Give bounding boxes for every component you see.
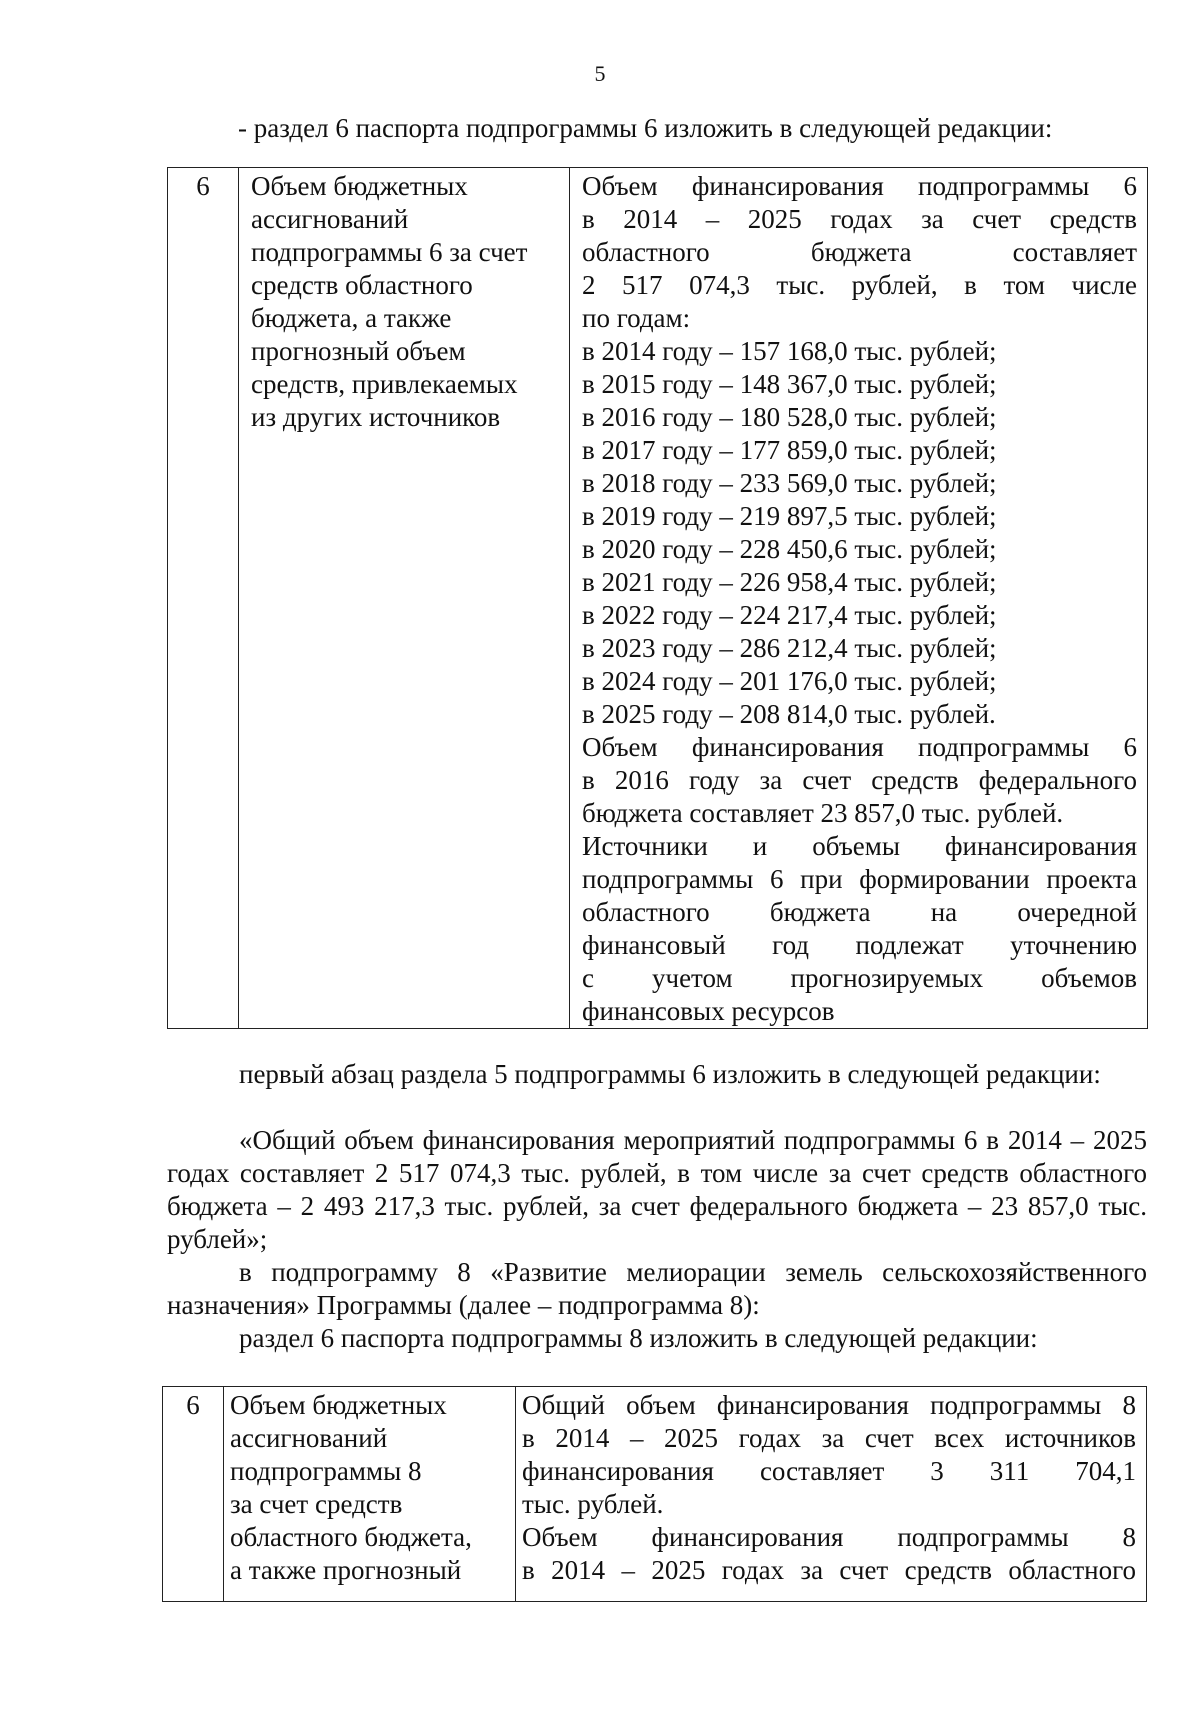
- name-line: подпрограммы 6 за счет: [251, 237, 528, 267]
- paragraph-3: в подпрограмму 8 «Развитие мелиорации земель сельскохозяйственного назначения» Программы (далее – подпрограмма 8):: [167, 1257, 1147, 1320]
- year-line: в 2018 году – 233 569,0 тыс. рублей;: [582, 468, 997, 498]
- name-line: областного бюджета,: [230, 1522, 472, 1552]
- passport-table-subprogram-6: [167, 167, 1148, 1029]
- year-line: в 2021 году – 226 958,4 тыс. рублей;: [582, 567, 997, 597]
- year-line: в 2025 году – 208 814,0 тыс. рублей.: [582, 699, 996, 729]
- value-line: подпрограммы 6 при формировании проекта: [582, 864, 1137, 894]
- name-line: бюджета, а также: [251, 303, 452, 333]
- value-line: тыс. рублей.: [522, 1489, 664, 1519]
- name-line: подпрограммы 8: [230, 1456, 422, 1486]
- value-line: в 2016 году за счет средств федерального: [582, 765, 1137, 795]
- value-line: финансирования составляет 3 311 704,1: [522, 1456, 1136, 1486]
- value-line: Объем финансирования подпрограммы 6: [582, 171, 1137, 201]
- row-value-cell: [570, 168, 1148, 1029]
- value-line: областного бюджета составляет: [582, 237, 1137, 267]
- value-line: в 2014 – 2025 годах за счет средств: [582, 204, 1137, 234]
- value-line: в 2014 – 2025 годах за счет всех источников: [522, 1423, 1136, 1453]
- value-line: бюджета составляет 23 857,0 тыс. рублей.: [582, 798, 1064, 828]
- passport-table-subprogram-8: [162, 1386, 1147, 1602]
- year-line: в 2023 году – 286 212,4 тыс. рублей;: [582, 633, 997, 663]
- value-line: с учетом прогнозируемых объемов: [582, 963, 1137, 993]
- value-line: Источники и объемы финансирования: [582, 831, 1137, 861]
- page-number: 5: [594, 61, 606, 86]
- name-line: Объем бюджетных: [230, 1390, 447, 1420]
- paragraph-2: «Общий объем финансирования мероприятий подпрограммы 6 в 2014 – 2025 годах составляет 2 517 074,3 тыс. рублей, в том числе за счет средств областного бюджета – 2 493 217,3 тыс. рублей, за счет федерального бюджета – 23 857,0 тыс. рублей»;: [167, 1125, 1147, 1254]
- year-line: в 2019 году – 219 897,5 тыс. рублей;: [582, 501, 997, 531]
- value-line: финансовый год подлежат уточнению: [582, 930, 1137, 960]
- name-line: средств, привлекаемых: [251, 369, 518, 399]
- year-line: в 2017 году – 177 859,0 тыс. рублей;: [582, 435, 997, 465]
- intro-instruction: - раздел 6 паспорта подпрограммы 6 изложить в следующей редакции:: [238, 113, 1053, 143]
- row-value-cell: [516, 1387, 1147, 1602]
- name-line: за счет средств: [230, 1489, 403, 1519]
- name-line: ассигнований: [230, 1423, 388, 1453]
- table-row: [163, 1387, 1147, 1602]
- name-line: прогнозный объем: [251, 336, 466, 366]
- name-line: а также прогнозный: [230, 1555, 462, 1585]
- year-line: в 2024 году – 201 176,0 тыс. рублей;: [582, 666, 997, 696]
- value-line: областного бюджета на очередной: [582, 897, 1137, 927]
- table-row: [168, 168, 1148, 1029]
- paragraph-1: первый абзац раздела 5 подпрограммы 6 изложить в следующей редакции:: [239, 1059, 1101, 1089]
- value-line: 2 517 074,3 тыс. рублей, в том числе: [582, 270, 1137, 300]
- year-line: в 2020 году – 228 450,6 тыс. рублей;: [582, 534, 997, 564]
- year-line: в 2015 году – 148 367,0 тыс. рублей;: [582, 369, 997, 399]
- row-number: 6: [168, 168, 239, 1029]
- row-name-cell: [224, 1387, 516, 1602]
- name-line: средств областного: [251, 270, 473, 300]
- year-line: в 2014 году – 157 168,0 тыс. рублей;: [582, 336, 997, 366]
- year-line: в 2022 году – 224 217,4 тыс. рублей;: [582, 600, 997, 630]
- name-line: Объем бюджетных: [251, 171, 468, 201]
- year-line: в 2016 году – 180 528,0 тыс. рублей;: [582, 402, 997, 432]
- value-line: Общий объем финансирования подпрограммы 8: [522, 1390, 1136, 1420]
- name-line: ассигнований: [251, 204, 409, 234]
- paragraph-4: раздел 6 паспорта подпрограммы 8 изложить в следующей редакции:: [239, 1323, 1038, 1353]
- row-name-cell: [239, 168, 570, 1029]
- value-line: в 2014 – 2025 годах за счет средств областного: [522, 1555, 1136, 1585]
- value-line: Объем финансирования подпрограммы 8: [522, 1522, 1136, 1552]
- value-line: по годам:: [582, 303, 691, 333]
- name-line: из других источников: [251, 402, 501, 432]
- value-line: Объем финансирования подпрограммы 6: [582, 732, 1137, 762]
- row-number: 6: [163, 1387, 224, 1602]
- value-line: финансовых ресурсов: [582, 996, 835, 1026]
